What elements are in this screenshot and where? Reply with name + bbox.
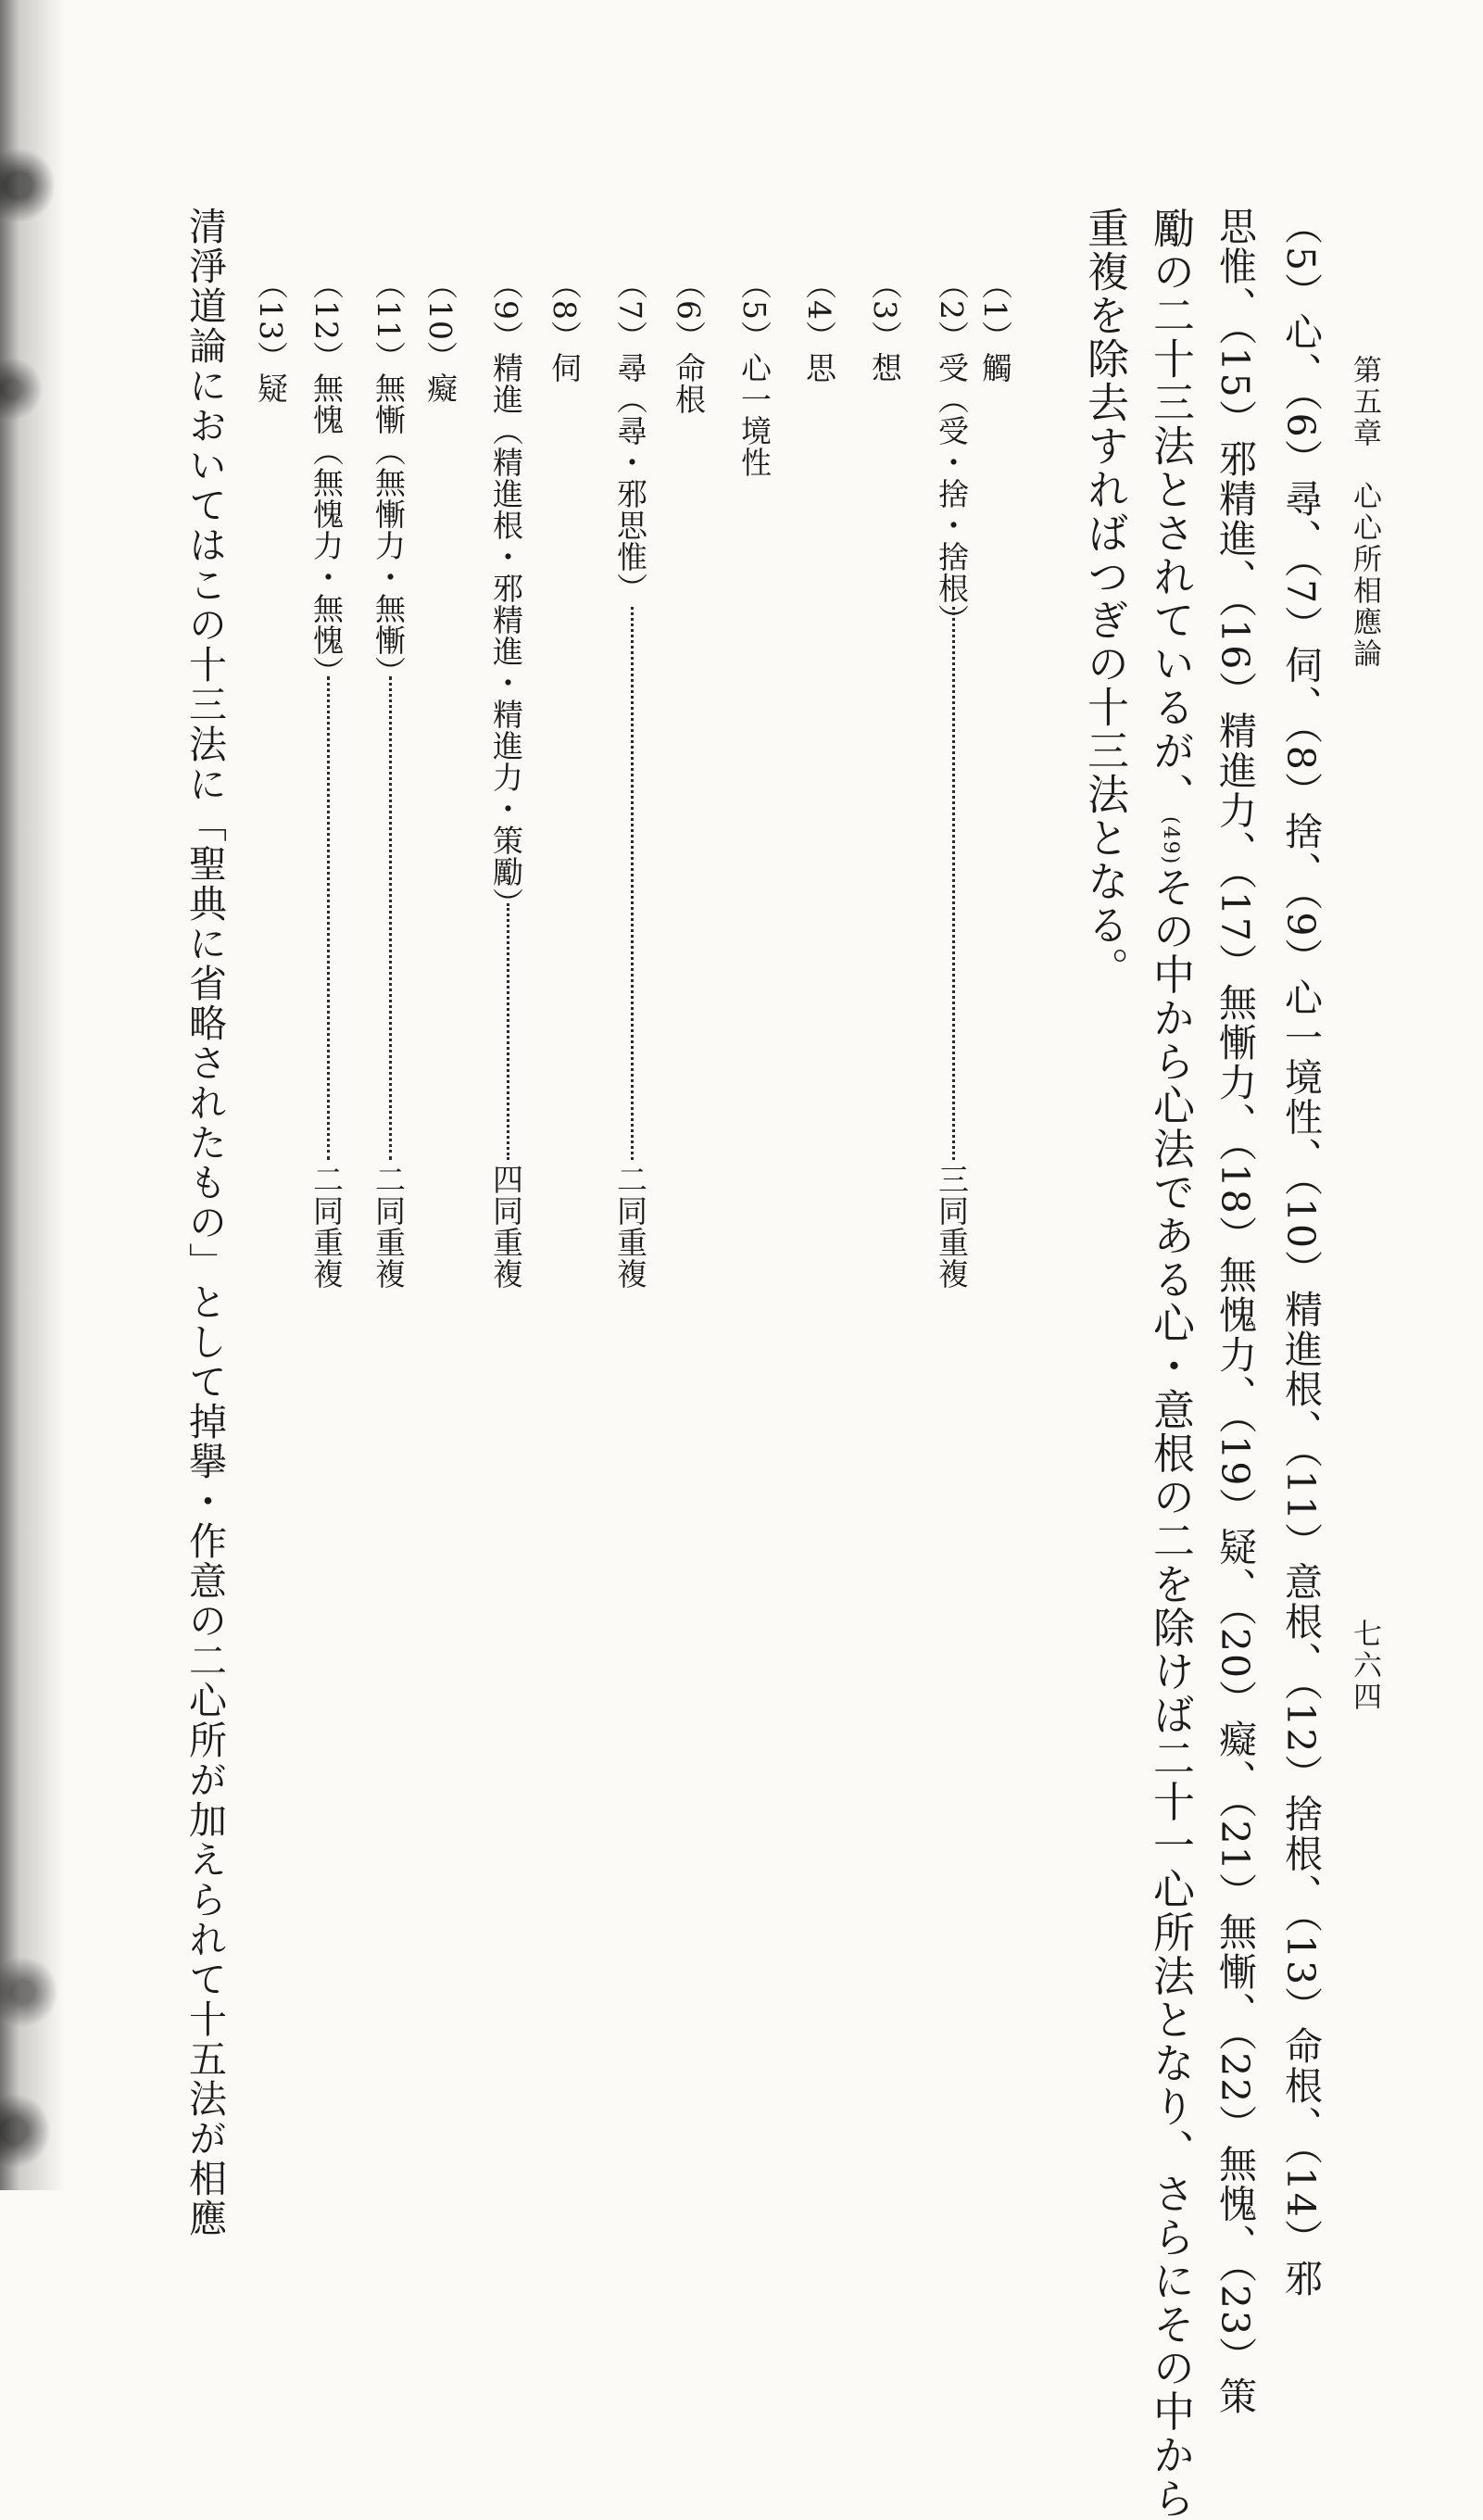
paragraph-line-3-b: その中から心法である心・意根の二を除けば二十一心所法となり、さらにその中から xyxy=(1146,865,1195,2520)
duplicate-note: 四同重複 xyxy=(488,1164,524,1290)
duplicate-note: 二同重複 xyxy=(371,1164,407,1290)
leader-dots xyxy=(327,676,330,1160)
list-item: （1）觸 xyxy=(977,269,1013,384)
list-item: （9）精進（精進根・邪精進・精進力・策勵） xyxy=(488,269,524,919)
duplicate-note: 二同重複 xyxy=(308,1164,345,1290)
list-item: （7）尋（尋・邪思惟） xyxy=(612,269,648,604)
page-number: 七六四 xyxy=(1348,1619,1381,1713)
duplicate-note: 三同重複 xyxy=(934,1164,970,1290)
scan-shadow-edge xyxy=(0,0,65,2190)
paragraph-line-2: 思惟、（15）邪精進、（16）精進力、（17）無慚力、（18）無愧力、（19）疑、（20）癡、（21）無慚、（22）無愧、（23）策 xyxy=(1213,207,1257,2417)
leader-dots xyxy=(631,607,634,1160)
paragraph-line-3 xyxy=(1146,207,1195,2520)
paragraph-line-3-a: 勵の二十三法とされているが、 xyxy=(1146,207,1195,816)
list-item: （3）想 xyxy=(867,269,903,384)
list-item: （12）無愧（無愧力・無愧） xyxy=(308,269,345,687)
list-item: （11）無慚（無慚力・無慚） xyxy=(371,269,407,687)
list-item: （6）命根 xyxy=(671,269,707,415)
list-item: （10）癡 xyxy=(422,269,459,404)
list-item: （2）受（受・捨・捨根） xyxy=(934,269,970,636)
list-item: （4）思 xyxy=(801,269,837,384)
list-item: （5）心一境性 xyxy=(736,269,773,478)
note-mark-49: (49) xyxy=(1159,816,1182,866)
chapter-header: 第五章 心心所相應論 xyxy=(1348,355,1381,670)
paragraph-line-4: 重複を除去すればつぎの十三法となる。 xyxy=(1080,207,1129,990)
leader-dots xyxy=(507,903,509,1160)
duplicate-note: 二同重複 xyxy=(612,1164,648,1290)
list-item: （8）伺 xyxy=(547,269,583,384)
leader-dots xyxy=(952,607,955,1160)
closing-line: 清淨道論においてはこの十三法に「聖典に省略されたもの」として掉擧・作意の二心所が加えられて十五法が相應 xyxy=(182,207,227,2238)
leader-dots xyxy=(389,676,392,1160)
list-item: （13）疑 xyxy=(253,269,289,404)
paragraph-line-1: （5）心、（6）尋、（7）伺、（8）捨、（9）心一境性、（10）精進根、（11）意根、（12）捨根、（13）命根、（14）邪 xyxy=(1278,207,1323,2299)
